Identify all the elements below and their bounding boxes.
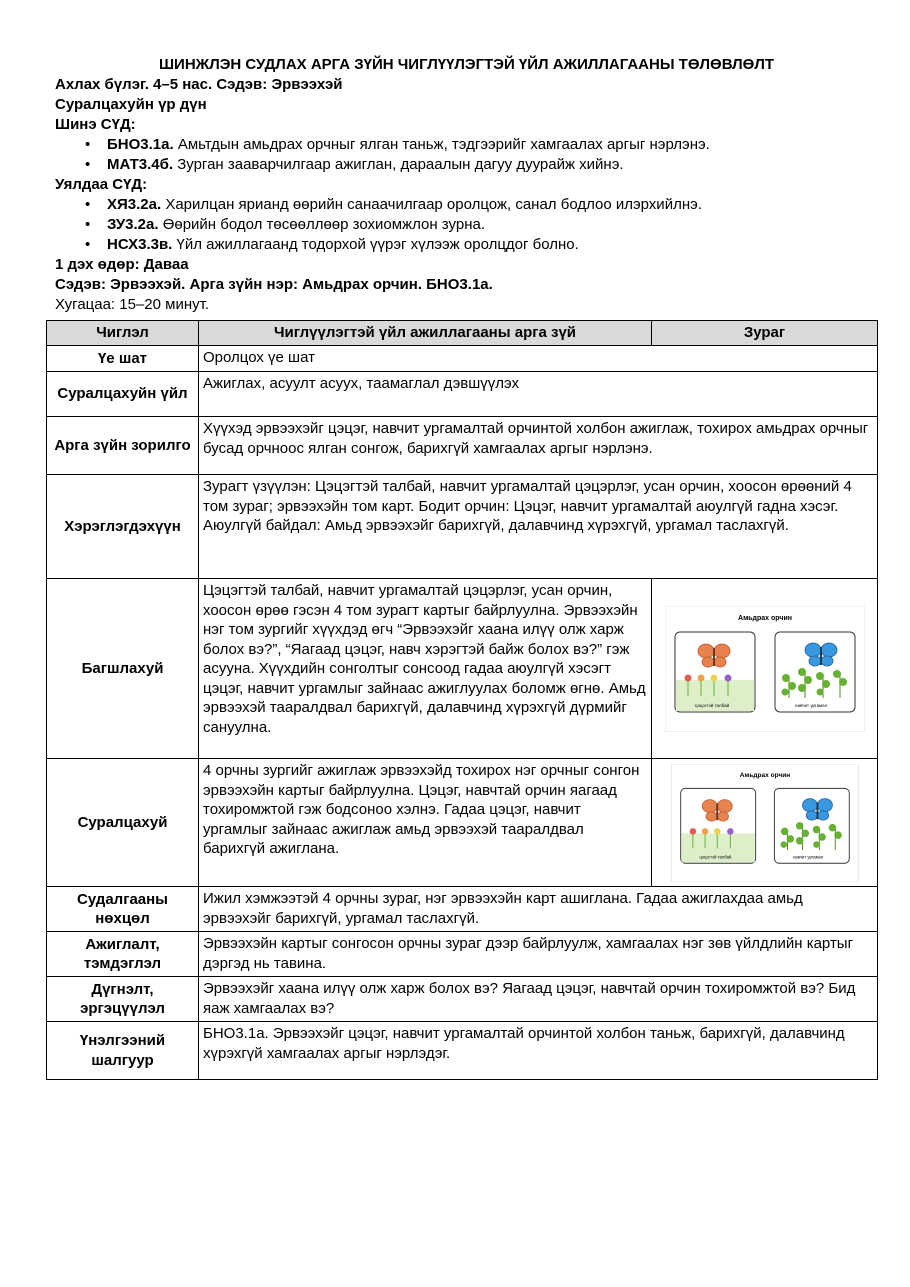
row-label: Суралцахуй: [47, 759, 199, 887]
table-row: [47, 579, 878, 759]
habitat-illustration-cell: [652, 579, 878, 759]
list-item: • ХЯ3.2а. Харилцан ярианд өөрийн санаачилгаар оролцож, санал бодлоо илэрхийлнэ.: [85, 196, 702, 213]
row-content: Цэцэгтэй талбай, навчит ургамалтай цэцэрлэг, усан орчин, хоосон өрөө гэсэн 4 том зурагт картыг байрлуулна. Эрвээхэйн нэг том зургийг хүүхдэд өгч “Эрвээхэйг хаана илүү олж харж болох вэ?”, “Яагаад цэцэг, навч хэрэгтэй байж болох вэ?” гэж асууна. Хүүхдийн сонголтыг сонсоод гадаа аюулгүй хэсэгт цэцэг, навчит ургамлыг зайнаас ажиглуулах боломж өгнө. Амьд эрвээхэй тааралдвал барихгүй, далавчинд хүрэхгүй дүрмийг сануулна.: [199, 579, 652, 759]
table-row: [47, 417, 878, 475]
list-item: • НСХ3.3в. Үйл ажиллагаанд тодорхой үүрэг хүлээж оролцдог болно.: [85, 236, 579, 253]
habitat-illustration: [665, 764, 865, 882]
new-outcomes-heading: Шинэ СҮД:: [55, 116, 136, 133]
row-label: Багшлахуй: [47, 579, 199, 759]
habitat-illustration-cell: [652, 759, 878, 887]
table-row: [47, 759, 878, 887]
document-title: ШИНЖЛЭН СУДЛАХ АРГА ЗҮЙН ЧИГЛҮҮЛЭГТЭЙ ҮЙЛ АЖИЛЛАГААНЫ ТӨЛӨВЛӨЛТ: [158, 56, 775, 73]
row-label: Дүгнэлт, эргэцүүлэл: [47, 977, 199, 1022]
table-row: [47, 1022, 878, 1080]
column-header: Зураг: [652, 321, 878, 346]
left-panel-caption: цэцэгтэй талбай: [698, 854, 731, 860]
duration-line: Хугацаа: 15–20 минут.: [55, 296, 209, 313]
new-outcomes-list: [55, 135, 878, 175]
table-row: [47, 977, 878, 1022]
left-panel-caption: цэцэгтэй талбай: [694, 702, 729, 708]
row-content: Хүүхэд эрвээхэйг цэцэг, навчит ургамалтай орчинтой холбон ажиглаж, тохирох амьдрах орчныг бусад орчноос ялган сонгож, барихгүй хамгаалах аргыг нэрлэнэ.: [199, 417, 878, 475]
illustration-title: Амьдрах орчин: [739, 771, 790, 779]
row-label: Арга зүйн зорилго: [47, 417, 199, 475]
row-label: Ажиглалт, тэмдэглэл: [47, 932, 199, 977]
row-content: Эрвээхэйн картыг сонгосон орчны зураг дээр байрлуулж, хамгаалах нэг зөв үйлдлийн картыг дэргэд нь тавина.: [199, 932, 878, 977]
bullet-icon: •: [85, 196, 91, 213]
day-line: 1 дэх өдөр: Даваа: [55, 256, 189, 273]
row-content: Зурагт үзүүлэн: Цэцэгтэй талбай, навчит ургамалтай цэцэрлэг, усан орчин, хоосон өрөөний 4 том зураг; эрвээхэйн том карт. Бодит орчин: Цэцэг, навчит ургамалтай аюулгүй гадна хэсэг. Аюулгүй байдал: Амьд эрвээхэйг барихгүй, далавчинд хүрэхгүй, ургамал таслахгүй.: [199, 475, 878, 579]
linked-outcomes-heading: Уялдаа СҮД:: [55, 176, 148, 193]
row-content: Эрвээхэйг хаана илүү олж харж болох вэ? Яагаад цэцэг, навчтай орчин тохиромжтой вэ? Бид яаж хамгаалах вэ?: [199, 977, 878, 1022]
row-label: Суралцахуйн үйл: [47, 372, 199, 417]
table-row: [47, 887, 878, 932]
group-line: Ахлах бүлэг. 4–5 нас. Сэдэв: Эрвээхэй: [55, 76, 343, 93]
list-item: • МАТ3.4б. Зурган зааварчилгаар ажиглан, дараалын дагуу дуурайж хийнэ.: [85, 156, 624, 173]
right-panel-caption: навчит ургамал: [792, 854, 823, 860]
table-row: [47, 475, 878, 579]
row-label: Судалгааны нөхцөл: [47, 887, 199, 932]
linked-outcomes-list: [55, 195, 878, 255]
right-panel-caption: навчит ургамал: [794, 702, 827, 708]
bullet-icon: •: [85, 136, 91, 153]
row-label: Үнэлгээний шалгуур: [47, 1022, 199, 1080]
column-header: Чиглүүлэгтэй үйл ажиллагааны арга зүй: [199, 321, 652, 346]
topic-line: Сэдэв: Эрвээхэй. Арга зүйн нэр: Амьдрах орчин. БНО3.1а.: [55, 276, 493, 293]
row-label: Үе шат: [47, 346, 199, 372]
table-row: [47, 372, 878, 417]
row-label: Хэрэглэгдэхүүн: [47, 475, 199, 579]
row-content: Ажиглах, асуулт асуух, таамаглал дэвшүүлэх: [199, 372, 878, 417]
list-item: • ЗУ3.2а. Өөрийн бодол төсөөллөөр зохиомжлон зурна.: [85, 216, 485, 233]
outcome-heading: Суралцахуйн үр дүн: [55, 96, 207, 113]
list-item: • БНО3.1а. Амьтдын амьдрах орчныг ялган таньж, тэдгээрийг хамгаалах аргыг нэрлэнэ.: [85, 136, 710, 153]
column-header: Чиглэл: [47, 321, 199, 346]
bullet-icon: •: [85, 216, 91, 233]
bullet-icon: •: [85, 156, 91, 173]
habitat-illustration: [665, 606, 865, 732]
lesson-plan-header: [55, 55, 878, 315]
row-content: БНО3.1а. Эрвээхэйг цэцэг, навчит ургамалтай орчинтой холбон таньж, барихгүй, далавчинд хүрэхгүй хамгаалах аргыг нэрлэдэг.: [199, 1022, 878, 1080]
row-content: Оролцох үе шат: [199, 346, 878, 372]
row-content: Ижил хэмжээтэй 4 орчны зураг, нэг эрвээхэйн карт ашиглана. Гадаа ажиглахдаа амьд эрвээхэйг барихгүй, ургамал таслахгүй.: [199, 887, 878, 932]
bullet-icon: •: [85, 236, 91, 253]
illustration-title: Амьдрах орчин: [737, 614, 792, 622]
lesson-plan-table: [46, 320, 878, 1080]
table-row: [47, 932, 878, 977]
row-content: 4 орчны зургийг ажиглаж эрвээхэйд тохирох нэг орчныг сонгон эрвээхэйн картыг байрлуулна. Цэцэг, навчтай орчин яагаад тохиромжтой гэж бодсоноо хэлнэ. Гадаа цэцэг, навчит ургамлыг зайнаас ажиглаж амьд эрвээхэй тааралдвал барихгүй ажиглана.: [199, 759, 652, 887]
table-header-row: [47, 321, 878, 346]
table-row: [47, 346, 878, 372]
